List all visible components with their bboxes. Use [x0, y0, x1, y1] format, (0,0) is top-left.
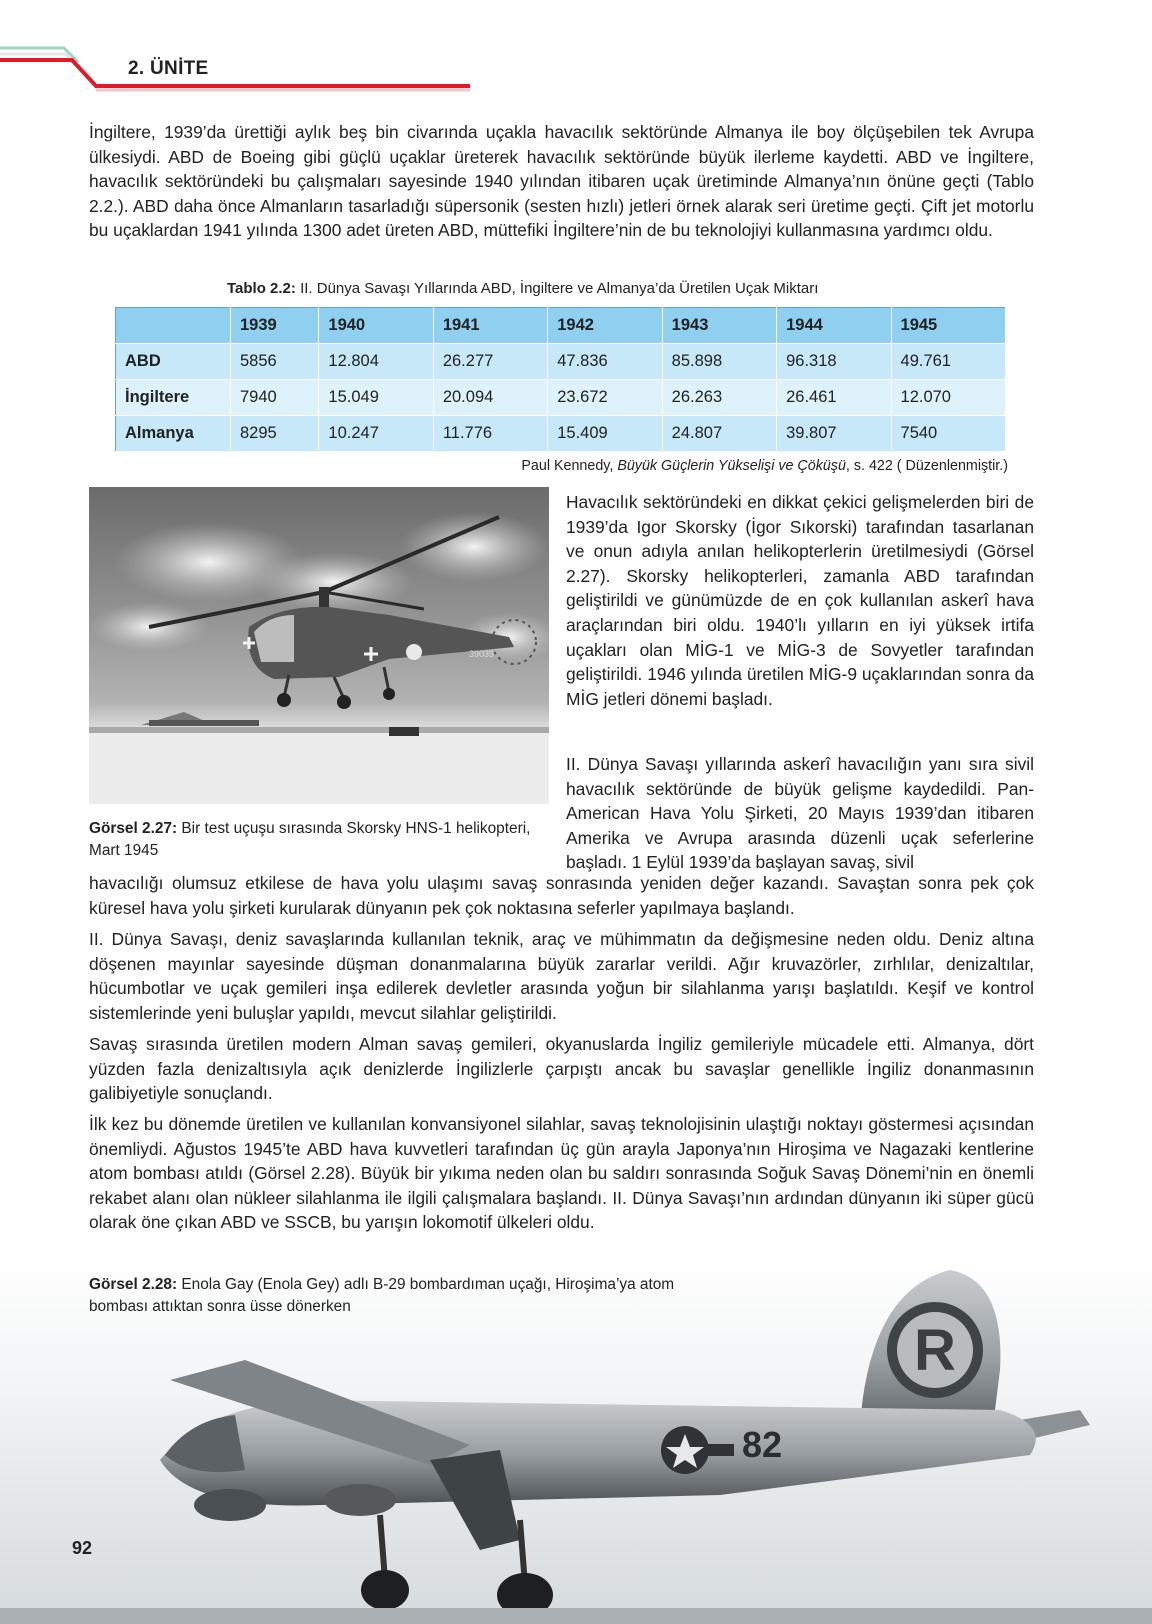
- value-cell: 8295: [231, 416, 319, 452]
- year-header: 1941: [433, 308, 547, 344]
- source-title: Büyük Güçlerin Yükselişi ve Çöküşü: [617, 458, 846, 474]
- value-cell: 39.807: [777, 416, 891, 452]
- source-author: Paul Kennedy,: [521, 458, 618, 474]
- value-cell: 15.409: [548, 416, 662, 452]
- helicopter-photo: [89, 487, 549, 804]
- value-cell: 26.461: [777, 380, 891, 416]
- atomic-bomb-paragraph: İlk kez bu dönemde üretilen ve kullanılan konvansiyonel silahlar, savaş teknolojisinin ulaştığı noktayı göstermesi açısından önemliydi. Ağustos 1945’te ABD hava kuvvetleri tarafından üç gün arayla Japonya’nın Hiroşima ve Nagazaki kentlerine atom bombası atıldı (Görsel 2.28). Büyük bir yıkıma neden olan bu saldırı sonrasında Soğuk Savaş Dönemi’nin en önemli rekabet alanı olan nükleer silahlanma ile ilgili çalışmalara başlandı. II. Dünya Savaşı’nın ardından dünyanın iki süper gücü olarak öne çıkan ABD ve SSCB, bu yarışın lokomotif ülkeleri oldu.: [89, 1114, 1034, 1233]
- table-caption: [227, 280, 818, 297]
- aircraft-number: 82: [742, 1424, 783, 1465]
- year-header: 1945: [891, 308, 1005, 344]
- country-cell: İngiltere: [116, 380, 231, 416]
- value-cell: 96.318: [777, 344, 891, 380]
- value-cell: 49.761: [891, 344, 1005, 380]
- table-row: [116, 380, 1006, 416]
- page-number: 92: [72, 1538, 93, 1558]
- table-row: [116, 416, 1006, 452]
- value-cell: 12.804: [319, 344, 433, 380]
- table-caption-label: Tablo 2.2:: [227, 280, 296, 297]
- helicopter-serial: 39039: [469, 649, 495, 659]
- civil-aviation-paragraph: II. Dünya Savaşı yıllarında askerî havacılığın yanı sıra sivil havacılık sektöründe de büyük gelişme kaydedildi. Pan-American Hava Yolu Şirketi, 20 Mayıs 1939’dan itibaren Amerika ve Avrupa arasında düzenli uçak seferlerine başladı. 1 Eylül 1939’da başlayan savaş, sivil: [566, 754, 1034, 873]
- tail-letter: R: [914, 1318, 956, 1383]
- table-row: [116, 344, 1006, 380]
- figure-2-28-text: Enola Gay (Enola Gey) adlı B-29 bombardıman uçağı, Hiroşima’ya atom bombası attıktan sonra üsse dönerken: [89, 1276, 675, 1315]
- helicopter-paragraph: Havacılık sektöründeki en dikkat çekici gelişmelerden biri de 1939’da Igor Skorsky (İgor Sıkorski) tarafından tasarlanan ve onun adıyla anılan helikopterlerin üretilmesiydi (Görsel 2.27). Skorsky helikopterleri, zamanla ABD tarafından geliştirildi ve günümüzde de en çok kullanılan askerî hava araçlarından biri oldu. 1940’lı yılların en iyi yüksek irtifa uçakları olan MİG-1 ve MİG-3 de Sovyetler tarafından geliştirildi. 1946 yılında üretilen MİG-9 uçaklarından sonra da MİG jetleri dönemi başladı.: [566, 492, 1034, 709]
- value-cell: 7940: [231, 380, 319, 416]
- helicopter-illustration: [89, 487, 549, 804]
- year-header: 1942: [548, 308, 662, 344]
- figure-2-28-caption: [89, 1274, 689, 1318]
- table-source: [521, 458, 1008, 474]
- country-cell: ABD: [116, 344, 231, 380]
- figure-2-27-label: Görsel 2.27:: [89, 820, 178, 837]
- value-cell: 85.898: [662, 344, 776, 380]
- value-cell: 26.263: [662, 380, 776, 416]
- value-cell: 24.807: [662, 416, 776, 452]
- table-header-row: [116, 308, 1006, 344]
- table-corner-cell: [116, 308, 231, 344]
- value-cell: 26.277: [433, 344, 547, 380]
- table-caption-text: II. Dünya Savaşı Yıllarında ABD, İngiltere ve Almanya’da Üretilen Uçak Miktarı: [295, 280, 819, 297]
- source-rest: , s. 422 ( Düzenlenmiştir.): [845, 458, 1008, 474]
- value-cell: 12.070: [891, 380, 1005, 416]
- figure-2-27-text: Bir test uçuşu sırasında Skorsky HNS-1 helikopteri, Mart 1945: [89, 820, 531, 859]
- value-cell: 47.836: [548, 344, 662, 380]
- intro-paragraph: İngiltere, 1939’da ürettiği aylık beş bin civarında uçakla havacılık sektöründe Almanya ile boy ölçüşebilen tek Avrupa ülkesiydi. ABD de Boeing gibi güçlü uçaklar üreterek havacılık sektöründe büyük ilerleme kaydetti. ABD ve İngiltere, havacılık sektöründeki bu çalışmaları sayesinde 1940 yılından itibaren uçak üretiminde Almanya’nın önüne geçti (Tablo 2.2.). ABD daha önce Almanların tasarladığı süpersonik (sesten hızlı) jetleri örnek alarak seri üretime geçti. Çift jet motorlu bu uçaklardan 1941 yılında 1300 adet üreten ABD, müttefiki İngiltere’nin de bu teknolojiyi kullanmasına yardımcı oldu.: [89, 122, 1034, 241]
- country-cell: Almanya: [116, 416, 231, 452]
- value-cell: 10.247: [319, 416, 433, 452]
- naval-warfare-paragraph: II. Dünya Savaşı, deniz savaşlarında kullanılan teknik, araç ve mühimmatın da değişmesine neden oldu. Deniz altına döşenen mayınlar sayesinde düşman donanmalarına büyük zararlar verildi. Ağır kruvazörler, zırhlılar, denizaltılar, hücumbotlar ve uçak gemileri inşa edilerek devletler arasında yoğun bir silahlanma yarışı başlatıldı. Keşif ve kontrol sistemlerinde yeni buluşlar yapıldı, mevcut silahlar geliştirildi.: [89, 929, 1034, 1023]
- value-cell: 15.049: [319, 380, 433, 416]
- value-cell: 23.672: [548, 380, 662, 416]
- figure-2-27-caption: [89, 818, 559, 862]
- year-header: 1944: [777, 308, 891, 344]
- value-cell: 5856: [231, 344, 319, 380]
- value-cell: 7540: [891, 416, 1005, 452]
- german-navy-paragraph: Savaş sırasında üretilen modern Alman savaş gemileri, okyanuslarda İngiliz gemileriyle mücadele etti. Almanya, dört yüzden fazla denizaltısıyla açık denizlerde İngilizlerle çarpıştı ancak bu savaşlar genellikle İngiliz donanmasının galibiyetiyle sonuçlandı.: [89, 1034, 1034, 1104]
- year-header: 1939: [231, 308, 319, 344]
- year-header: 1943: [662, 308, 776, 344]
- figure-2-28-label: Görsel 2.28:: [89, 1276, 178, 1293]
- value-cell: 20.094: [433, 380, 547, 416]
- header-decoration: [0, 0, 480, 100]
- aircraft-production-table: [115, 307, 1006, 452]
- year-header: 1940: [319, 308, 433, 344]
- value-cell: 11.776: [433, 416, 547, 452]
- civil-aviation-continued: havacılığı olumsuz etkilese de hava yolu ulaşımı savaş sonrasında yeniden değer kazandı. Savaştan sonra pek çok küresel hava yolu şirketi kurularak dünyanın pek çok noktasına seferler yapılmaya başlandı.: [89, 873, 1034, 918]
- unit-title: 2. ÜNİTE: [128, 58, 209, 79]
